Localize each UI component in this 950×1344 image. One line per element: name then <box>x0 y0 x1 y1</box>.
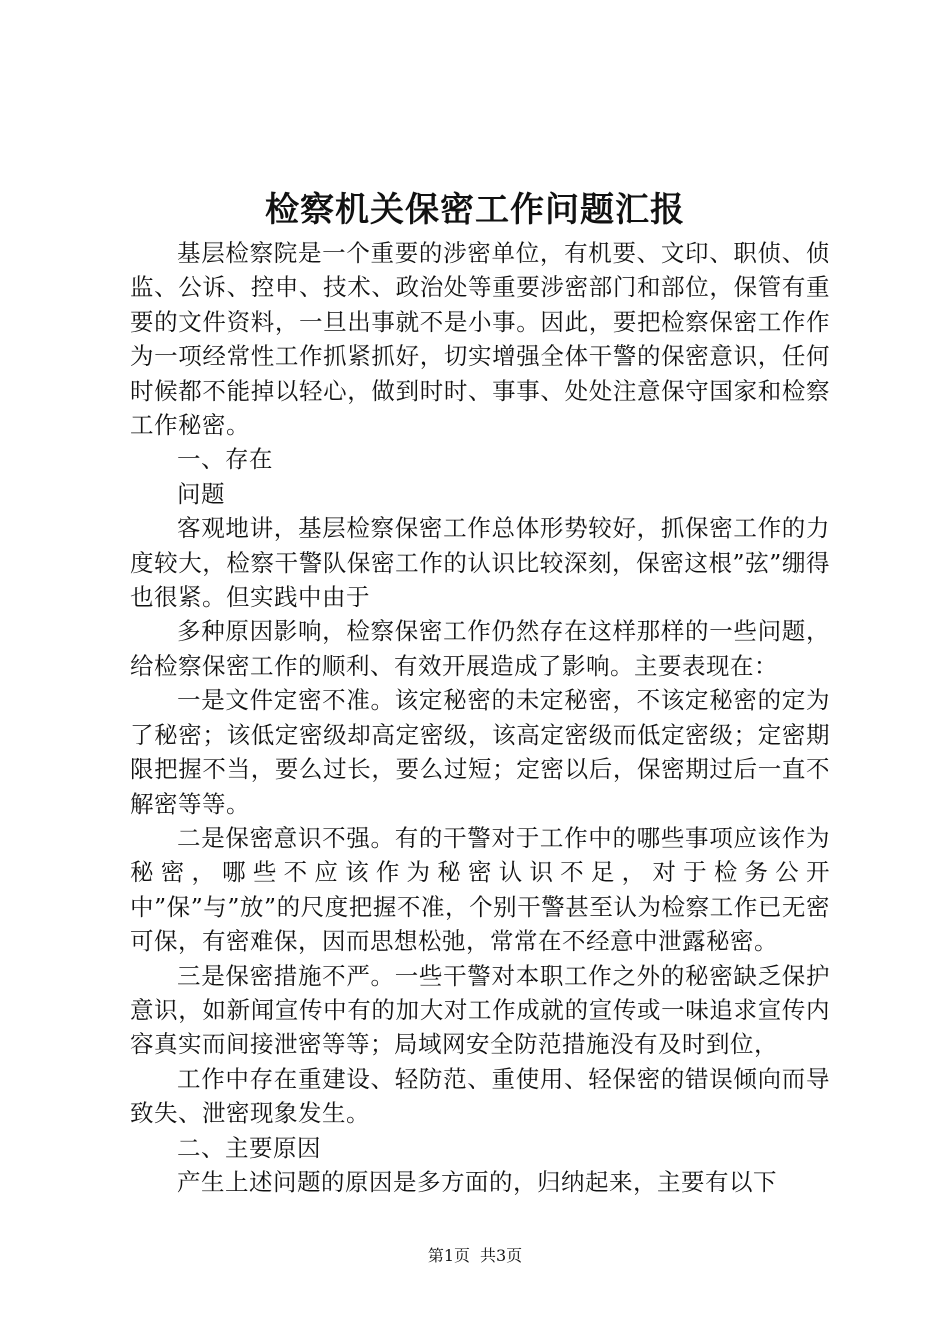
section-heading-2: 二、主要原因 <box>177 1133 321 1162</box>
document-title: 检察机关保密工作问题汇报 <box>265 190 685 230</box>
paragraph-point-3-cont: 工作中存在重建设、轻防范、重使用、轻保密的错误倾向而导致失、泄密现象发生。 <box>130 1064 830 1128</box>
paragraph-point-2: 二是保密意识不强。有的干警对于工作中的哪些事项应该作为秘密，哪些不应该作为秘密认识不足，对于检务公开中”保”与”放”的尺度把握不准，个别干警甚至认为检察工作已无密可保，有密难保，因而思想松弛，常常在不经意中泄露秘密。 <box>130 823 830 956</box>
paragraph-causes: 产生上述问题的原因是多方面的，归纳起来，主要有以下 <box>177 1167 777 1196</box>
page-footer <box>0 1245 950 1267</box>
document-body <box>130 236 830 1199</box>
paragraph-overview-cont: 多种原因影响，检察保密工作仍然存在这样那样的一些问题，给检察保密工作的顺利、有效开展造成了影响。主要表现在： <box>130 617 830 680</box>
paragraph-intro: 基层检察院是一个重要的涉密单位，有机要、文印、职侦、侦监、公诉、控申、技术、政治处等重要涉密部门和部位，保管有重要的文件资料，一旦出事就不是小事。因此，要把检察保密工作作为一项经常性工作抓紧抓好，切实增强全体干警的保密意识，任何时候都不能掉以轻心，做到时时、事事、处处注意保守国家和检察工作秘密。 <box>130 239 830 440</box>
section-heading-1a: 一、存在 <box>177 445 273 474</box>
page-number: 第1页 <box>427 1246 470 1265</box>
page-total: 共3页 <box>480 1246 523 1265</box>
paragraph-point-3: 三是保密措施不严。一些干警对本职工作之外的秘密缺乏保护意识，如新闻宣传中有的加大对工作成就的宣传或一味追求宣传内容真实而间接泄密等等；局域网安全防范措施没有及时到位， <box>130 961 830 1059</box>
paragraph-point-1: 一是文件定密不准。该定秘密的未定秘密，不该定秘密的定为了秘密；该低定密级却高定密级，该高定密级而低定密级；定密期限把握不当，要么过长，要么过短；定密以后，保密期过后一直不解密等等。 <box>130 686 830 818</box>
paragraph-overview: 客观地讲，基层检察保密工作总体形势较好，抓保密工作的力度较大，检察干警队保密工作的认识比较深刻，保密这根”弦”绷得也很紧。但实践中由于 <box>130 514 830 612</box>
section-heading-1b: 问题 <box>177 479 225 508</box>
